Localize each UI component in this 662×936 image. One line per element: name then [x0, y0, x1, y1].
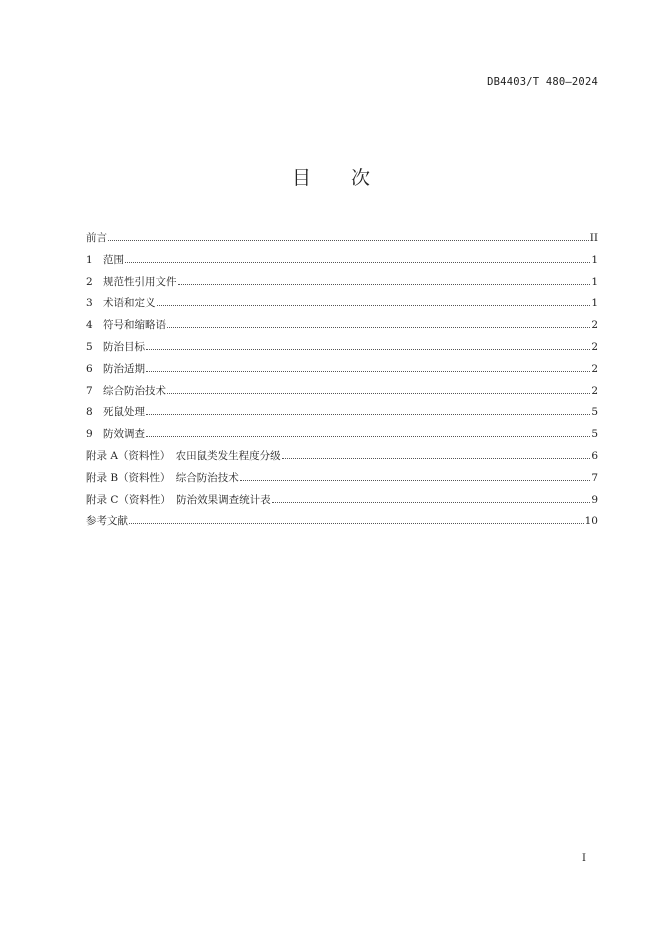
- toc-entry-label: 附录 A（资料性） 农田鼠类发生程度分级: [86, 449, 281, 462]
- toc-entry[interactable]: [86, 470, 598, 492]
- title-char-1: 目: [291, 167, 311, 189]
- toc-entry-number: 3: [86, 297, 93, 310]
- toc-entry-page: II: [589, 232, 598, 244]
- toc-entry-label: 综合防治技术: [103, 384, 166, 397]
- toc-entry-label: 范围: [103, 253, 124, 266]
- toc-entry[interactable]: [86, 295, 598, 317]
- toc-entry-label: 前言: [86, 232, 107, 244]
- table-of-contents: [86, 230, 598, 535]
- toc-entry-number: 7: [86, 384, 93, 397]
- toc-entry-page: 2: [591, 362, 598, 375]
- toc-entry[interactable]: [86, 492, 598, 514]
- toc-entry[interactable]: [86, 383, 598, 405]
- toc-entry-page: 2: [591, 384, 598, 397]
- toc-entry[interactable]: [86, 513, 598, 535]
- document-code: DB4403/T 480—2024: [487, 76, 598, 88]
- toc-entry-page: 1: [591, 297, 598, 310]
- toc-entry-page: 1: [591, 275, 598, 288]
- toc-entry-number: 1: [86, 253, 93, 266]
- toc-leader-dots: [167, 392, 590, 394]
- toc-entry-page: 1: [591, 253, 598, 266]
- toc-entry-number: 6: [86, 362, 93, 375]
- toc-entry-page: 9: [591, 493, 598, 506]
- toc-entry[interactable]: [86, 361, 598, 383]
- toc-entry-page: 2: [591, 340, 598, 353]
- toc-entry-number: 9: [86, 428, 93, 441]
- toc-entry[interactable]: [86, 274, 598, 296]
- title-char-2: 次: [351, 167, 371, 189]
- toc-leader-dots: [129, 522, 584, 524]
- toc-entry-number: 5: [86, 340, 93, 353]
- toc-entry-label: 死鼠处理: [103, 406, 145, 419]
- toc-leader-dots: [146, 435, 590, 437]
- toc-entry[interactable]: [86, 317, 598, 339]
- toc-entry-number: 2: [86, 275, 93, 288]
- page-title: [0, 163, 662, 190]
- toc-entry-label: 符号和缩略语: [103, 319, 166, 332]
- toc-entry[interactable]: [86, 252, 598, 274]
- toc-entry-label: 附录 B（资料性） 综合防治技术: [86, 471, 239, 484]
- toc-leader-dots: [167, 326, 590, 328]
- toc-entry-number: 4: [86, 319, 93, 332]
- toc-leader-dots: [108, 239, 589, 241]
- toc-entry-label: 防治目标: [103, 340, 145, 353]
- toc-entry-label: 防效调查: [103, 428, 145, 441]
- toc-entry-label: 术语和定义: [103, 297, 156, 310]
- toc-entry-page: 7: [591, 471, 598, 484]
- toc-entry-label: 附录 C（资料性） 防治效果调查统计表: [86, 493, 271, 506]
- toc-entry-label: 防治适期: [103, 362, 145, 375]
- page-number: I: [582, 853, 586, 864]
- toc-leader-dots: [240, 479, 591, 481]
- toc-leader-dots: [146, 348, 590, 350]
- toc-leader-dots: [146, 413, 590, 415]
- toc-entry[interactable]: [86, 426, 598, 448]
- toc-leader-dots: [178, 283, 591, 285]
- toc-entry[interactable]: [86, 404, 598, 426]
- toc-entry[interactable]: [86, 339, 598, 361]
- toc-entry-label: 规范性引用文件: [103, 275, 177, 288]
- toc-entry[interactable]: [86, 448, 598, 470]
- toc-entry-page: 5: [591, 428, 598, 441]
- toc-entry-page: 10: [584, 515, 598, 528]
- toc-entry-label: 参考文献: [86, 515, 128, 528]
- toc-entry-number: 8: [86, 406, 93, 419]
- toc-leader-dots: [272, 501, 591, 503]
- toc-entry-page: 6: [591, 449, 598, 462]
- toc-leader-dots: [282, 457, 591, 459]
- toc-entry[interactable]: [86, 230, 598, 252]
- toc-leader-dots: [157, 304, 591, 306]
- toc-entry-page: 5: [591, 406, 598, 419]
- toc-entry-page: 2: [591, 319, 598, 332]
- toc-leader-dots: [146, 370, 590, 372]
- toc-leader-dots: [125, 261, 590, 263]
